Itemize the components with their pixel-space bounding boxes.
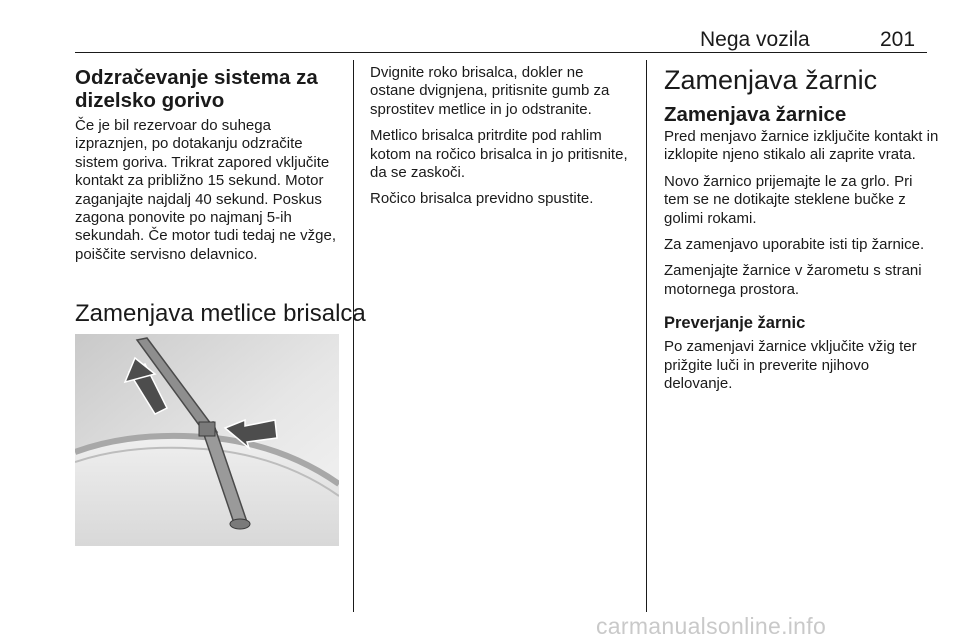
wiper-blade-illustration (75, 334, 339, 546)
header-rule (75, 52, 927, 53)
paragraph-bulb-4: Zamenjajte žarnice v žarometu s strani motornega prostora. (664, 262, 922, 298)
heading-bulb-check: Preverjanje žarnic (664, 314, 806, 333)
watermark: carmanualsonline.info (596, 613, 827, 639)
heading-diesel-bleeding: Odzračevanje sistema za dizelsko gorivo (75, 66, 318, 112)
column-right (664, 64, 940, 401)
paragraph-bulb-2: Novo žarnico prijemajte le za grlo. Pri tem se ne dotikajte steklene bučke z golimi rokami. (664, 172, 913, 227)
paragraph-bulb-check: Po zamenjavi žarnice vključite vžig ter prižgite luči in preverite njihovo delovanje. (664, 338, 917, 393)
paragraph-bulb-3: Za zamenjavo uporabite isti tip žarnice. (664, 236, 925, 254)
column-left (75, 66, 345, 272)
paragraph-wiper-attach: Metlico brisalca pritrdite pod rahlim kotom na ročico brisalca in jo pritisnite, da se zaskoči. (370, 127, 628, 182)
column-middle (370, 64, 632, 217)
section-title-wiper: Zamenjava metlice brisalca (75, 300, 366, 327)
paragraph-diesel-bleeding: Če je bil rezervoar do suhega izpraznjen, po dotakanju odzračite sistem goriva. Trikrat zapored vključite kontakt za približno 15 sekund. Motor zaganjajte najdalj 40 sekund. Poskus zagona ponovite po najmanj 5-ih sekundah. Če motor tudi tedaj ne vžge, poiščite servisno delavnico. (75, 117, 336, 263)
paragraph-bulb-1: Pred menjavo žarnice izključite kontakt in izklopite njeno stikalo ali zaprite vrata. (664, 128, 939, 164)
heading-bulb-replacement: Zamenjava žarnic (664, 65, 878, 95)
paragraph-wiper-remove: Dvignite roko brisalca, dokler ne ostane dvignjena, pritisnite gumb za sprostitev metlice in jo odstranite. (370, 64, 610, 118)
paragraph-wiper-lower: Ročico brisalca previdno spustite. (370, 190, 594, 208)
column-divider-1 (353, 60, 354, 612)
column-divider-2 (646, 60, 647, 612)
page-number: 201 (880, 28, 916, 51)
subheading-bulb-replacement: Zamenjava žarnice (664, 103, 847, 126)
header-title: Nega vozila (700, 28, 810, 51)
